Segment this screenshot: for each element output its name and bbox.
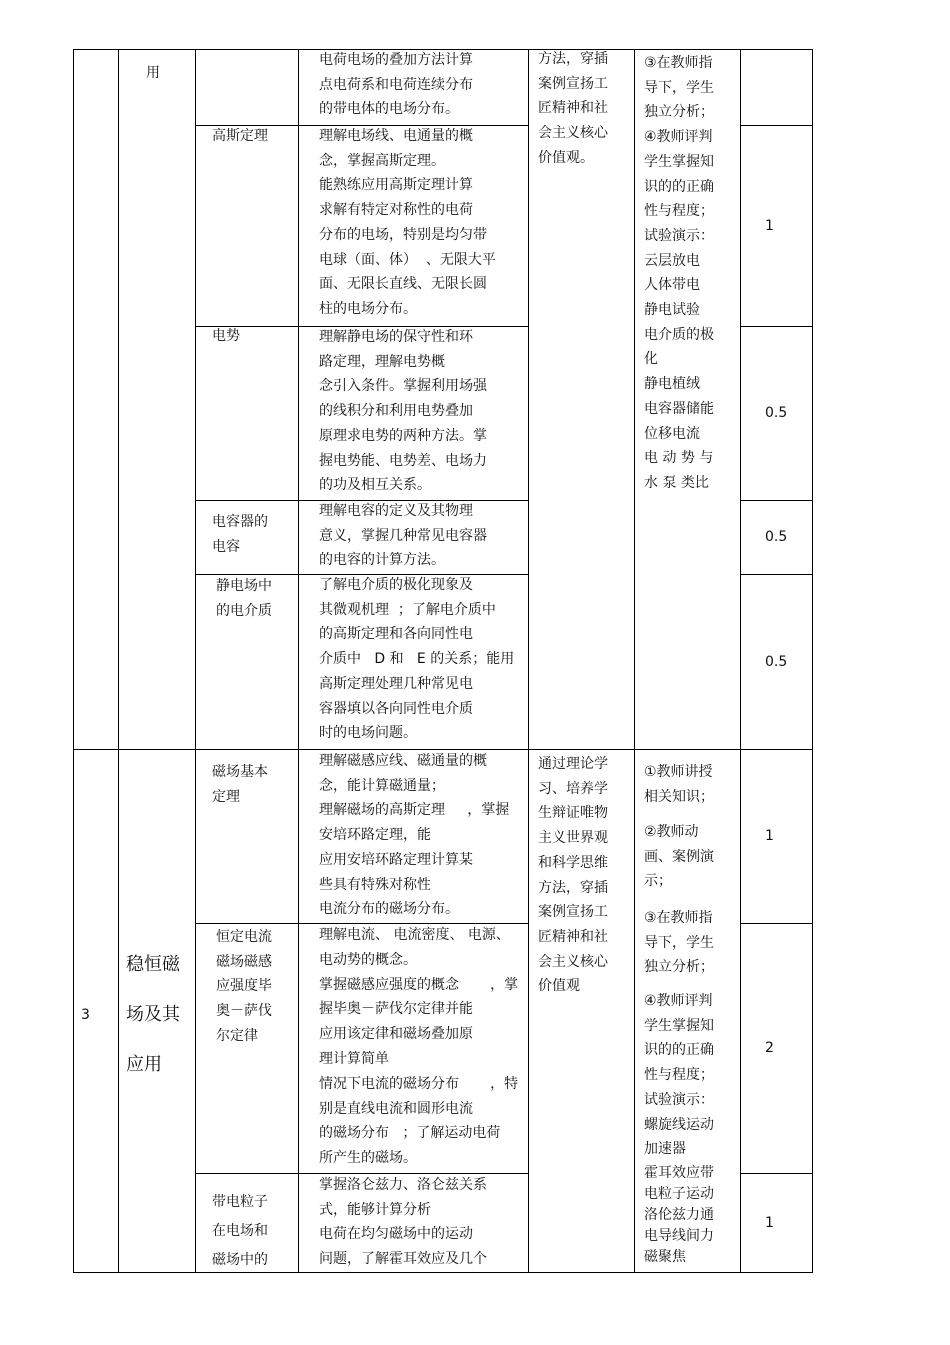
column-divider (298, 49, 299, 1272)
hours-cell: 1 (765, 828, 774, 844)
hours-cell: 0.5 (765, 405, 788, 421)
content-cell-line: 掌握磁感应强度的概念 ，掌 (319, 976, 519, 993)
teaching-method-cell-line: 静电植绒 (644, 376, 700, 393)
teaching-method-cell-line: 洛伦兹力通 (644, 1207, 714, 1223)
content-cell-line: 理解电容的定义及其物理 (319, 503, 473, 519)
topic-cell (216, 574, 272, 623)
content-cell-line: 念，能计算磁通量； (319, 777, 445, 794)
topic-cell (212, 1188, 268, 1275)
teaching-method-cell-line: 识的的正确 (644, 178, 714, 195)
content-cell-line: 的高斯定理和各向同性电 (319, 626, 473, 643)
content-cell-line: 求解有特定对称性的电荷 (319, 202, 473, 219)
content-cell (319, 749, 509, 922)
content-cell-line: 问题，了解霍耳效应及几个 (319, 1251, 487, 1268)
teaching-method-cell-line: 独立分析； (644, 104, 714, 121)
method-cell-line: 会主义核心 (538, 125, 608, 142)
content-cell-line: 点电荷系和电荷连续分布 (319, 76, 473, 93)
content-cell-line: 其微观机理 ；了解电介质中 (319, 601, 496, 618)
content-cell (319, 923, 518, 1171)
content-cell-line: 情况下电流的磁场分布 ，特 (319, 1075, 519, 1092)
table-right-border (812, 49, 813, 1273)
teaching-method-cell-line: 试验演示： (644, 1091, 714, 1108)
teaching-method-cell-line: 云层放电 (644, 252, 700, 269)
topic-cell (212, 324, 240, 349)
teaching-method-cell-line: 独立分析； (644, 959, 714, 976)
teaching-method-cell (644, 1163, 714, 1268)
teaching-method-cell-line: 性与程度； (644, 203, 714, 220)
teaching-method-cell-line: 电介质的极 (644, 326, 714, 343)
topic-cell (216, 925, 272, 1049)
content-cell-line: 容器填以各向同性电介质 (319, 700, 473, 717)
content-cell-line: 的功及相互关系。 (319, 477, 431, 494)
content-cell-line: 的电容的计算方法。 (319, 552, 445, 569)
teaching-method-cell (644, 820, 714, 894)
method-cell-line: 方法，穿插 (538, 879, 608, 896)
column-divider (528, 49, 529, 1272)
teaching-method-cell-line: 电容器储能 (644, 400, 714, 417)
teaching-method-cell-line: ④教师评判 (644, 129, 713, 146)
teaching-method-cell-line: 学生掌握知 (644, 153, 714, 170)
method-cell-line: 匠精神和社 (538, 928, 608, 945)
content-cell-line: 理解静电场的保守性和环 (319, 329, 473, 345)
content-cell-line: 理解电流、 电流密度、 电源、 (319, 927, 510, 943)
topic-cell-line: 的电介质 (216, 602, 272, 619)
teaching-method-cell (644, 51, 714, 496)
topic-cell-line: 应强度毕 (216, 978, 272, 995)
content-cell-line: 的带电体的电场分布。 (319, 101, 459, 118)
content-cell-line: 安培环路定理，能 (319, 827, 431, 844)
teaching-method-cell-line: ②教师动 (644, 824, 699, 840)
chapter-title-line: 场及其 (126, 1004, 180, 1025)
topic-cell (212, 124, 268, 149)
content-cell-line: 所产生的磁场。 (319, 1150, 417, 1167)
teaching-method-cell-line: ①教师讲授 (644, 764, 713, 780)
teaching-method-cell-line: 相关知识； (644, 788, 714, 805)
topic-cell-line: 奥－萨伐 (216, 1003, 272, 1020)
content-cell-line: 分布的电场，特别是均匀带 (319, 226, 487, 243)
content-cell-line: 念，掌握高斯定理。 (319, 152, 445, 169)
teaching-method-cell-line: 霍耳效应带 (644, 1165, 714, 1181)
hours-cell: 1 (765, 217, 774, 234)
teaching-method-cell-line: 电粒子运动 (644, 1186, 714, 1202)
teaching-method-cell-line: 导下，学生 (644, 79, 714, 96)
method-cell (538, 47, 608, 171)
content-cell-line: 握毕奥－萨伐尔定律并能 (319, 1001, 473, 1018)
content-cell (319, 1173, 487, 1272)
content-cell (319, 124, 496, 322)
column-divider (195, 49, 196, 1272)
row-divider (740, 326, 812, 327)
content-cell-line: 原理求电势的两种方法。掌 (319, 427, 487, 444)
hours-cell: 2 (765, 1040, 774, 1056)
topic-cell-line: 静电场中 (216, 578, 272, 594)
content-cell-line: 高斯定理处理几种常见电 (319, 675, 473, 692)
topic-cell-line: 恒定电流 (216, 929, 272, 945)
content-cell-line: 理解磁感应线、磁通量的概 (319, 753, 487, 769)
teaching-method-cell (644, 760, 714, 809)
teaching-method-cell-line: 螺旋线运动 (644, 1116, 714, 1133)
content-cell-line: 电流分布的磁场分布。 (319, 901, 459, 918)
row-divider (740, 1173, 812, 1174)
content-cell-line: 的线积分和利用电势叠加 (319, 403, 473, 420)
content-cell-line: 电球（面、体） 、无限大平 (319, 251, 496, 268)
topic-cell-line: 定理 (212, 788, 240, 805)
content-cell-line: 理解磁场的高斯定理 ，掌握 (319, 802, 510, 819)
row-divider (740, 500, 812, 501)
hours-cell: 0.5 (765, 529, 788, 545)
method-cell-line: 通过理论学 (538, 756, 608, 772)
content-cell (319, 325, 487, 498)
content-cell-line: 握电势能、电势差、电场力 (319, 452, 487, 469)
method-cell-line: 会主义核心 (538, 953, 608, 970)
chapter-title-line: 应用 (126, 1054, 162, 1075)
topic-cell-line: 磁场基本 (212, 764, 268, 780)
content-cell-line: 了解电介质的极化现象及 (319, 577, 473, 593)
content-cell-line: 能熟练应用高斯定理计算 (319, 177, 473, 194)
content-cell (319, 48, 473, 122)
method-cell (538, 752, 608, 999)
row-divider (740, 125, 812, 126)
teaching-method-cell (644, 906, 714, 980)
method-cell-line: 价值观 (538, 978, 580, 995)
table-left-border (73, 49, 74, 1273)
teaching-method-cell-line: 示； (644, 873, 672, 890)
chapter-title-line: 稳恒磁 (126, 954, 180, 975)
content-cell-line: 理计算简单 (319, 1050, 389, 1067)
teaching-method-cell-line: ③在教师指 (644, 910, 713, 926)
method-cell-line: 生辩证唯物 (538, 805, 608, 822)
teaching-method-cell-line: 导下，学生 (644, 934, 714, 951)
chapter-number: 3 (81, 1007, 90, 1023)
method-cell-line: 案例宣扬工 (538, 904, 608, 921)
table-bottom-border (73, 1272, 812, 1273)
teaching-method-cell-line: 磁聚焦 (644, 1249, 686, 1265)
hours-cell: 0.5 (765, 653, 788, 670)
method-cell-line: 主义世界观 (538, 830, 608, 847)
topic-cell-line: 在电场和 (212, 1223, 268, 1239)
teaching-method-cell-line: 画、案例演 (644, 848, 714, 865)
content-cell-line: 意义，掌握几种常见电容器 (319, 527, 487, 544)
content-cell-line: 些具有特殊对称性 (319, 876, 431, 893)
method-cell-line: 和科学思维 (538, 854, 608, 871)
teaching-method-cell-line: 位移电流 (644, 425, 700, 442)
method-cell-line: 方法，穿插 (538, 51, 608, 67)
chapter-title (126, 940, 180, 1090)
content-cell-line: 别是直线电流和圆形电流 (319, 1100, 473, 1117)
content-cell-line: 理解电场线、电通量的概 (319, 128, 473, 144)
content-cell-line: 时的电场问题。 (319, 725, 417, 742)
content-cell-line: 的磁场分布 ；了解运动电荷 (319, 1125, 501, 1142)
content-cell-line: 电荷电场的叠加方法计算 (319, 52, 473, 68)
topic-cell-line: 磁场中的 (212, 1252, 268, 1268)
column-divider (118, 49, 119, 1272)
teaching-method-cell-line: 水 泵 类比 (644, 474, 709, 491)
content-cell-line: 面、无限长直线、无限长圆 (319, 276, 487, 293)
topic-cell-line: 高斯定理 (212, 128, 268, 144)
content-cell-line: 念引入条件。掌握利用场强 (319, 378, 487, 395)
content-cell-line: 应用安培环路定理计算某 (319, 851, 473, 868)
content-cell-line: 柱的电场分布。 (319, 300, 417, 317)
content-cell-line: 电动势的概念。 (319, 951, 417, 968)
topic-cell (212, 760, 268, 809)
teaching-method-cell-line: 学生掌握知 (644, 1017, 714, 1034)
teaching-method-cell-line: 人体带电 (644, 277, 700, 294)
teaching-method-cell-line: 试验演示： (644, 227, 714, 244)
method-cell-line: 习、培养学 (538, 780, 608, 797)
teaching-method-cell-line: 电 动 势 与 (644, 450, 714, 467)
content-cell-line: 电荷在均匀磁场中的运动 (319, 1226, 473, 1243)
teaching-method-cell-line: 化 (644, 351, 658, 368)
category-cell: 用 (146, 65, 160, 81)
topic-cell-line: 电势 (212, 328, 240, 344)
content-cell (319, 573, 514, 746)
row-divider (740, 574, 812, 575)
teaching-method-cell-line: ④教师评判 (644, 993, 713, 1009)
hours-cell: 1 (765, 1214, 774, 1231)
row-divider (740, 923, 812, 924)
topic-cell-line: 电容 (212, 538, 240, 555)
topic-cell-line: 带电粒子 (212, 1194, 268, 1210)
content-cell-line: 路定理，理解电势概 (319, 353, 445, 370)
topic-cell-line: 尔定律 (216, 1027, 258, 1044)
column-divider (634, 49, 635, 1272)
topic-cell-line: 磁场磁感 (216, 953, 272, 970)
teaching-method-cell-line: 电导线间力 (644, 1228, 714, 1244)
column-divider (740, 49, 741, 1272)
content-cell-line: 应用该定律和磁场叠加原 (319, 1026, 473, 1043)
teaching-method-cell-line: 性与程度； (644, 1067, 714, 1084)
method-cell-line: 案例宣扬工 (538, 75, 608, 92)
topic-cell (212, 510, 268, 559)
teaching-method-cell-line: 识的的正确 (644, 1042, 714, 1059)
teaching-method-cell (644, 989, 714, 1162)
teaching-method-cell-line: ③在教师指 (644, 55, 713, 71)
content-cell (319, 499, 487, 573)
teaching-method-cell-line: 加速器 (644, 1141, 686, 1158)
content-cell-line: 介质中 D 和 E 的关系；能用 (319, 651, 515, 668)
teaching-method-cell-line: 静电试验 (644, 302, 700, 319)
method-cell-line: 匠精神和社 (538, 100, 608, 117)
content-cell-line: 式，能够计算分析 (319, 1201, 431, 1218)
method-cell-line: 价值观。 (538, 149, 594, 166)
content-cell-line: 掌握洛仑兹力、洛仑兹关系 (319, 1177, 487, 1193)
topic-cell-line: 电容器的 (212, 514, 268, 530)
